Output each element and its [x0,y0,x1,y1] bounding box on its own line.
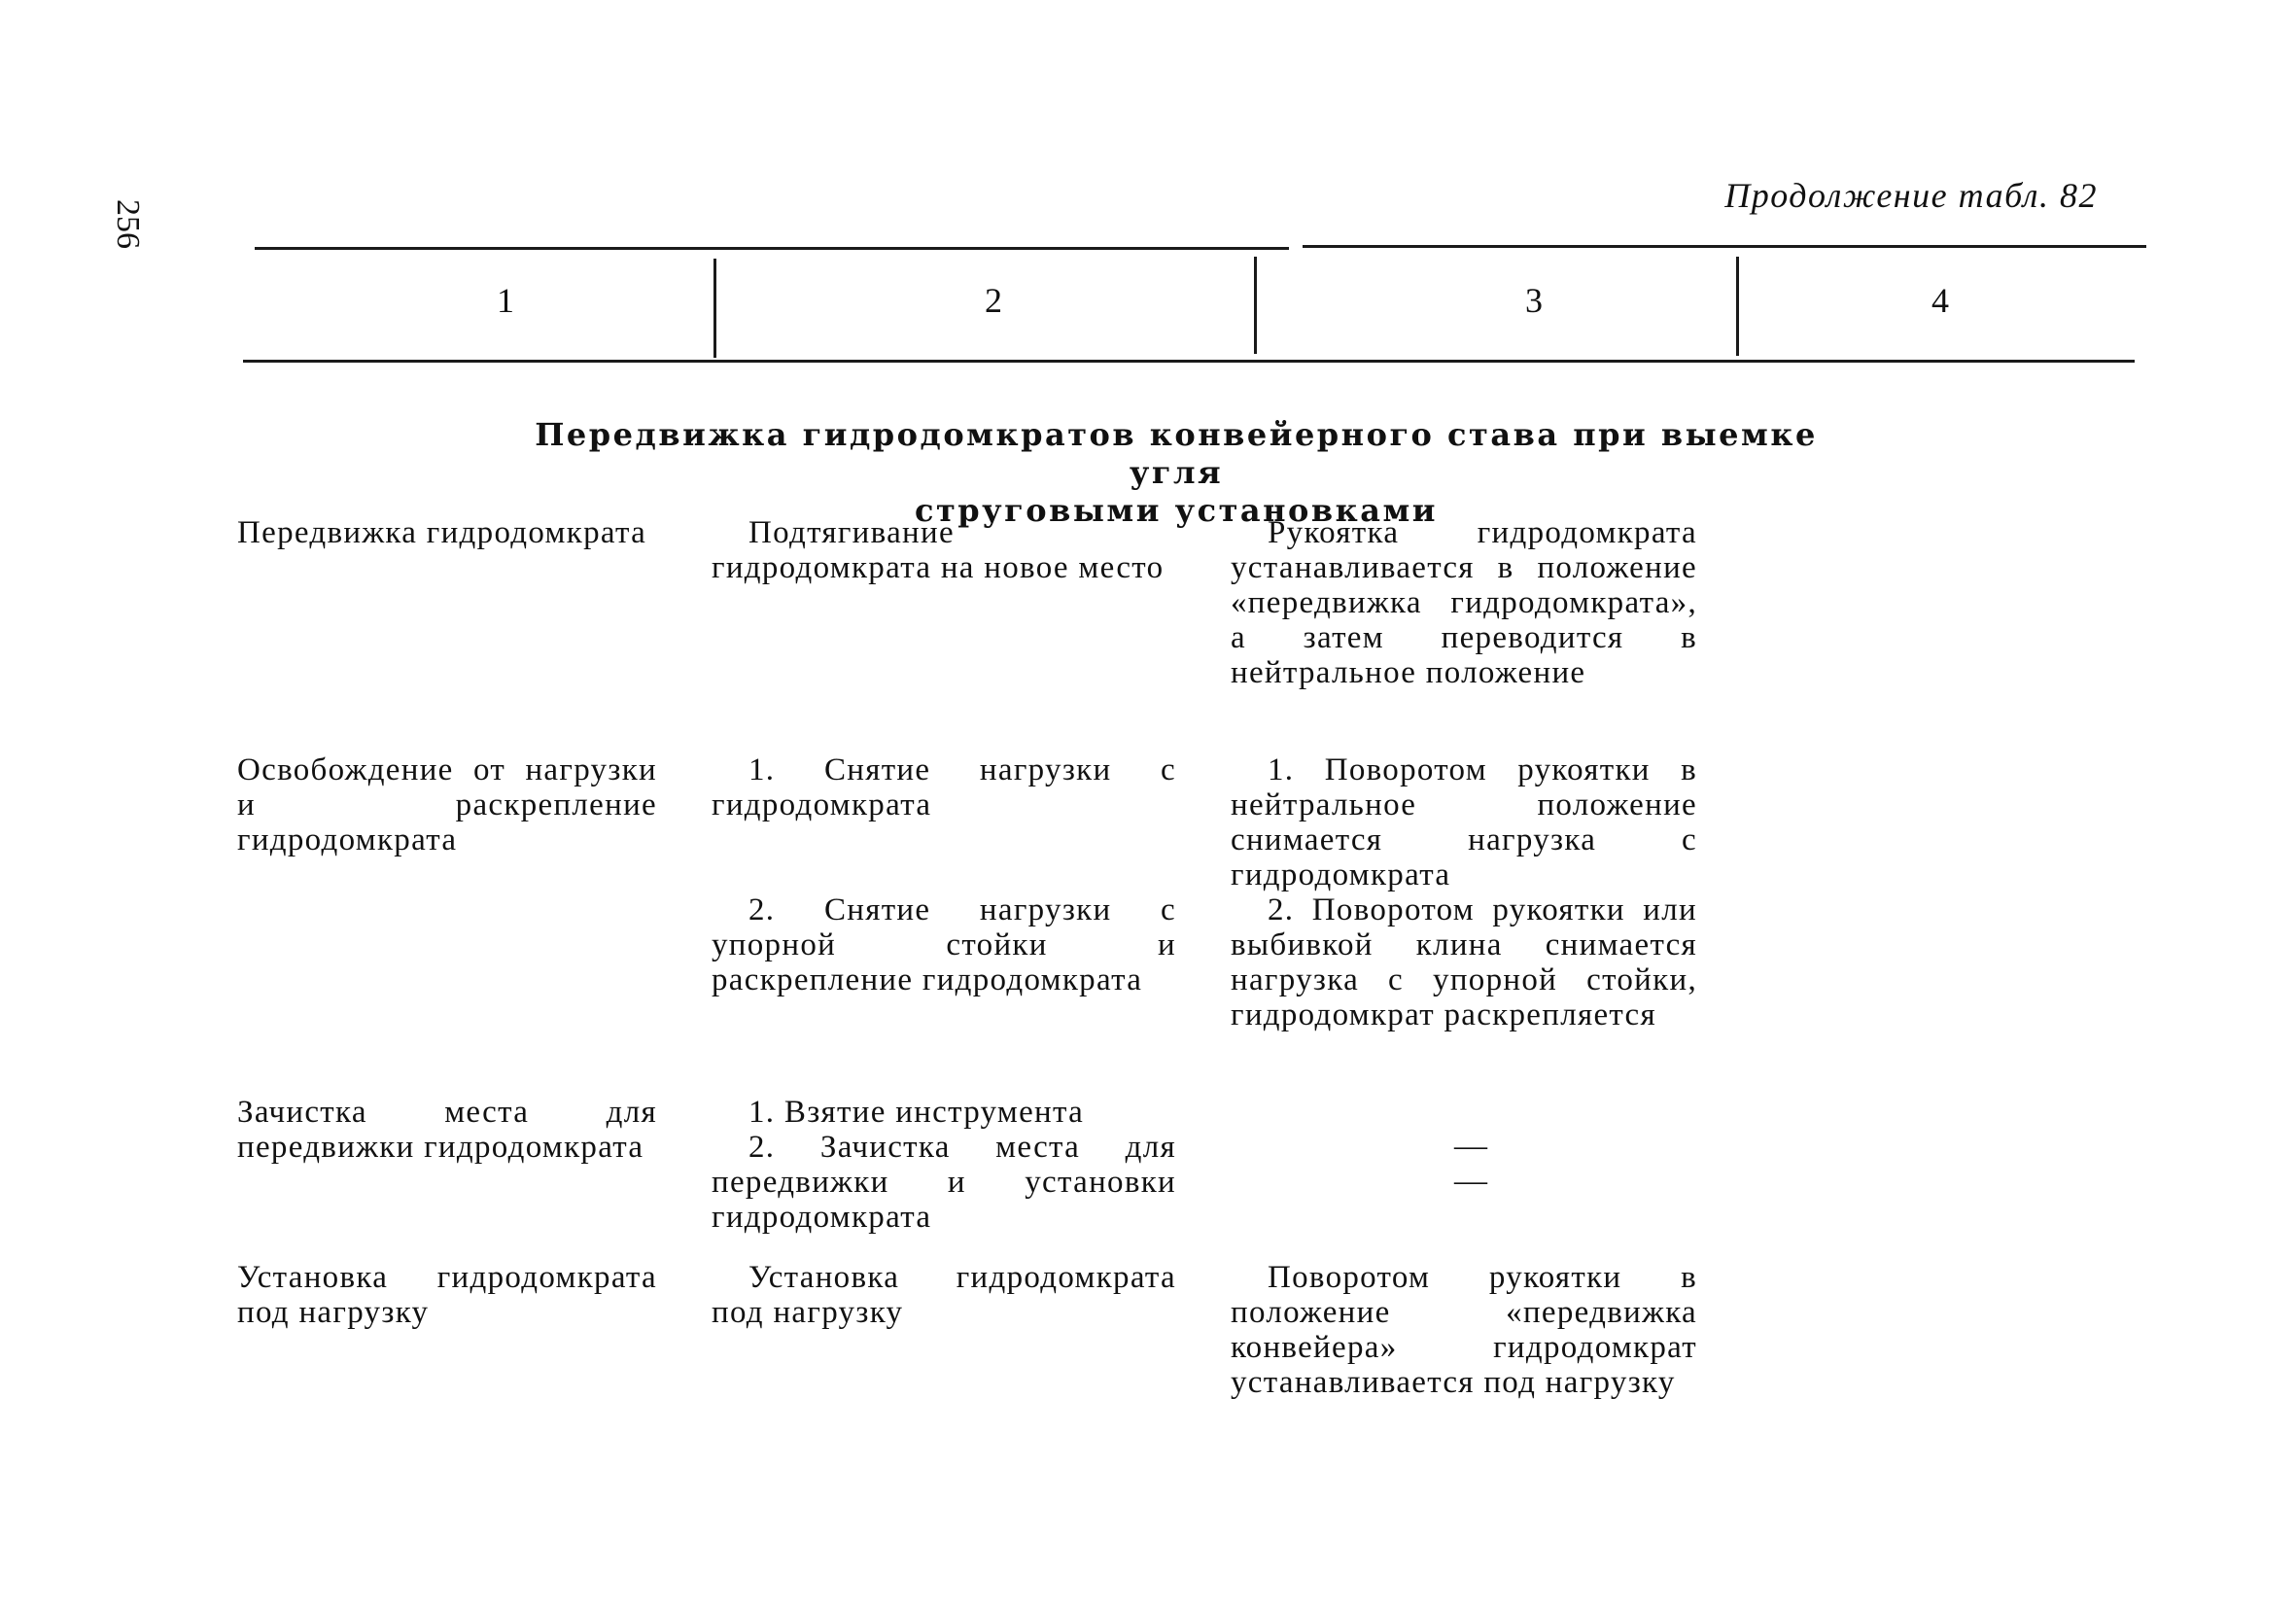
row-4-step: Установка гидродомкрата под нагрузку [712,1260,1176,1330]
table-continuation-label: Продолжение табл. 82 [1724,176,2098,215]
section-title [525,416,1827,530]
row-2-step-1: 1. Снятие нагрузки с гидродомкрата [712,752,1176,822]
column-divider-3 [1736,257,1739,356]
table-top-rule-right [1303,245,2146,248]
column-number-4: 4 [1931,281,1949,320]
row-2-step-2: 2. Снятие нагрузки с упорной стойки и раскрепление гидродомкрата [712,892,1176,997]
column-divider-2 [1254,257,1257,354]
column-number-1: 1 [497,281,514,320]
row-1-method: Рукоятка гидродомкрата устанавливается в положение «передвижка гидродомкрата», а затем переводится в нейтральное положение [1231,515,1697,690]
row-2-method-1: 1. Поворотом рукоятки в нейтральное положение снимается нагрузка с гидродомкрата [1231,752,1697,892]
row-4-method: Поворотом рукоятки в положение «передвижка конвейера» гидродомкрат устанавливается под нагрузку [1231,1260,1697,1400]
column-number-2: 2 [985,281,1002,320]
column-divider-1 [713,259,716,358]
section-title-line-1: Передвижка гидродомкратов конвейерного става при выемке угля [535,416,1818,491]
row-3-step-1: 1. Взятие инструмента [748,1095,1085,1130]
row-2-operation: Освобождение от нагрузки и раскрепление гидродомкрата [237,752,657,857]
column-number-3: 3 [1525,281,1543,320]
table-header-bottom-rule [243,360,2135,363]
page-number: 256 [110,199,146,249]
section-title-line-2: струговыми установками [914,492,1438,529]
row-1-step: Подтягивание гидродомкрата на новое место [712,515,1165,585]
row-4-operation: Установка гидродомкрата под нагрузку [237,1260,657,1330]
row-1-operation: Передвижка гидродомкрата [237,515,647,550]
row-3-method-1-dash: — [1454,1128,1487,1164]
row-3-operation: Зачистка места для передвижки гидродомкрата [237,1095,657,1165]
row-2-method-2: 2. Поворотом рукоятки или выбивкой клина снимается нагрузка с упорной стойки, гидродомкрат раскрепляется [1231,892,1697,1032]
row-3-method-2-dash: — [1454,1163,1487,1199]
table-top-rule-left [255,247,1289,250]
row-3-step-2: 2. Зачистка места для передвижки и установки гидродомкрата [712,1130,1176,1235]
